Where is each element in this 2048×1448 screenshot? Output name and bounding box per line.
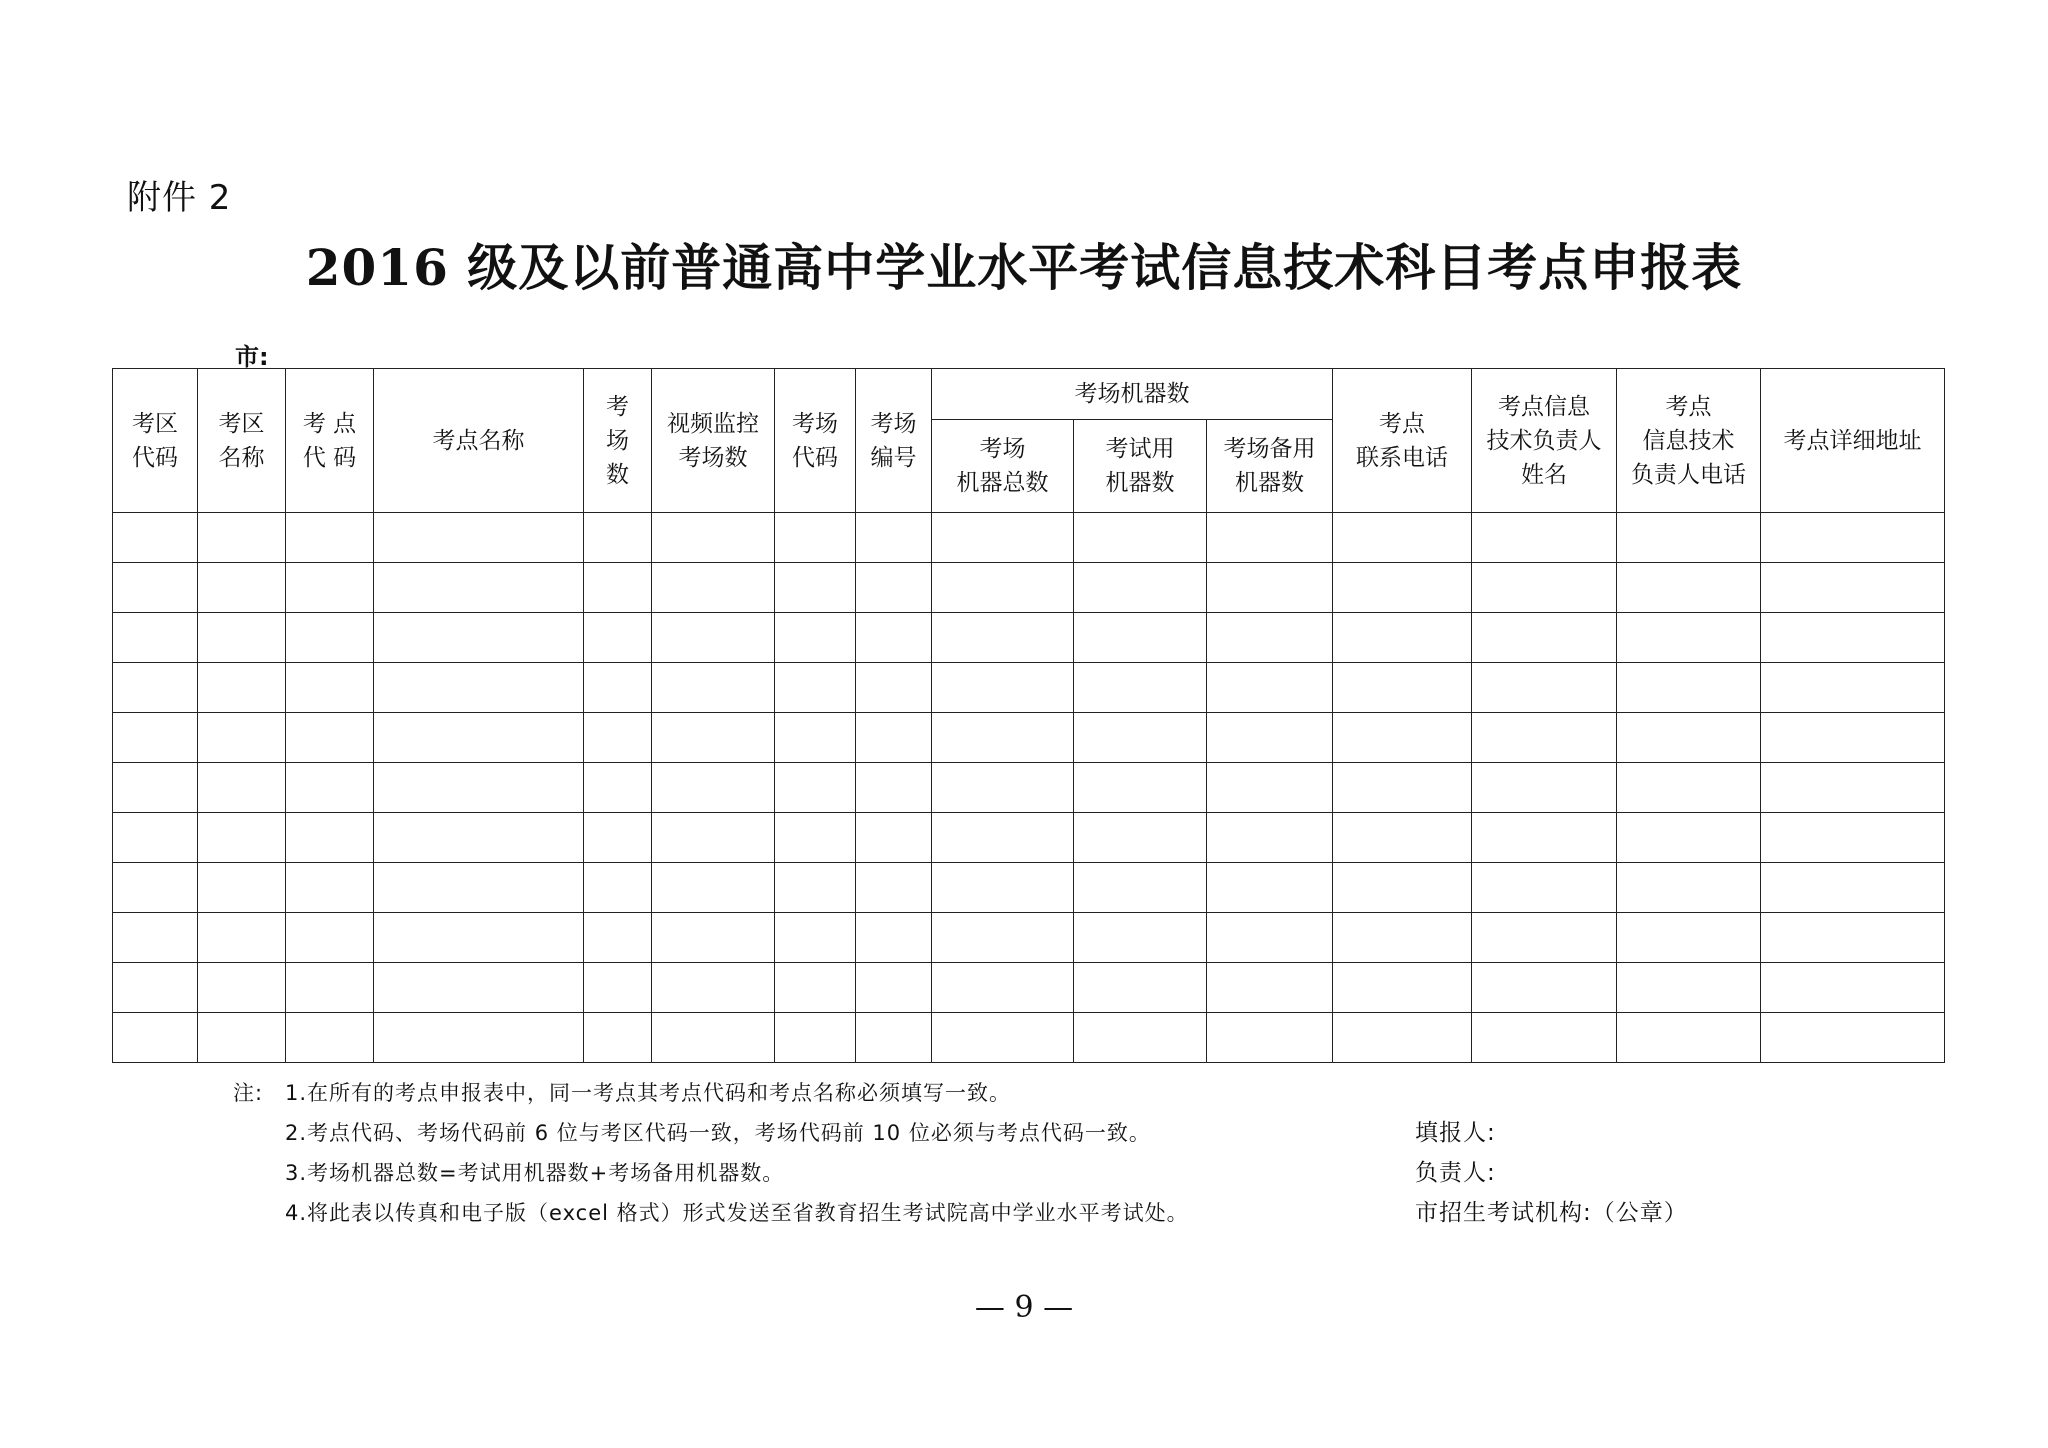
table-cell[interactable] <box>1333 763 1472 813</box>
header-line: 考场 <box>870 410 917 437</box>
table-cell[interactable] <box>1472 813 1617 863</box>
table-cell[interactable] <box>1333 613 1472 663</box>
header-it-manager-name <box>1472 369 1617 513</box>
table-cell[interactable] <box>856 713 932 763</box>
table-cell[interactable] <box>1617 663 1761 713</box>
table-cell[interactable] <box>775 963 856 1013</box>
table-cell[interactable] <box>1472 513 1617 563</box>
table-cell[interactable] <box>286 513 374 563</box>
header-line: 代 码 <box>302 444 357 471</box>
header-site-phone <box>1333 369 1472 513</box>
table-cell[interactable] <box>652 513 775 563</box>
table-cell[interactable] <box>113 863 198 913</box>
header-line: 代码 <box>132 444 178 471</box>
table-cell[interactable] <box>113 663 198 713</box>
table-cell[interactable] <box>1207 863 1333 913</box>
table-cell[interactable] <box>1761 813 1945 863</box>
table-cell[interactable] <box>584 613 652 663</box>
header-line: 考场数 <box>678 444 748 471</box>
header-district-code <box>113 369 198 513</box>
note-item <box>233 1153 1189 1193</box>
table-cell[interactable] <box>652 963 775 1013</box>
table-cell[interactable] <box>1074 613 1207 663</box>
table-row <box>113 813 1945 863</box>
note-text: 2.考点代码、考场代码前 6 位与考区代码一致，考场代码前 10 位必须与考点代码一致。 <box>285 1121 1151 1145</box>
header-line: 考点信息 <box>1498 393 1591 420</box>
table-cell[interactable] <box>856 763 932 813</box>
header-room-number <box>856 369 932 513</box>
table-cell[interactable] <box>1207 713 1333 763</box>
table-row <box>113 713 1945 763</box>
table-cell[interactable] <box>374 563 584 613</box>
table-cell[interactable] <box>1207 763 1333 813</box>
table-cell[interactable] <box>1617 963 1761 1013</box>
table-cell[interactable] <box>198 513 286 563</box>
table-cell[interactable] <box>113 613 198 663</box>
header-line: 数 <box>606 461 629 488</box>
header-machines-exam <box>1074 420 1207 513</box>
table-cell[interactable] <box>584 913 652 963</box>
notes-label: 注: <box>233 1081 264 1105</box>
table-cell[interactable] <box>652 863 775 913</box>
table-cell[interactable] <box>932 813 1074 863</box>
table-cell[interactable] <box>856 513 932 563</box>
table-row <box>113 513 1945 563</box>
table-cell[interactable] <box>1074 813 1207 863</box>
table-cell[interactable] <box>1617 863 1761 913</box>
table-cell[interactable] <box>584 763 652 813</box>
table-cell[interactable] <box>775 663 856 713</box>
table-cell[interactable] <box>374 613 584 663</box>
table-cell[interactable] <box>1207 813 1333 863</box>
header-line: 考点 <box>1665 393 1712 420</box>
table-cell[interactable] <box>932 613 1074 663</box>
table-cell[interactable] <box>1074 663 1207 713</box>
table-cell[interactable] <box>1207 963 1333 1013</box>
table-cell[interactable] <box>374 763 584 813</box>
header-it-manager-phone <box>1617 369 1761 513</box>
table-cell[interactable] <box>1333 813 1472 863</box>
header-line: 考区 <box>218 410 265 437</box>
table-cell[interactable] <box>374 963 584 1013</box>
header-machines-total <box>932 420 1074 513</box>
table-row <box>113 863 1945 913</box>
table-header-row <box>113 369 1945 420</box>
table-cell[interactable] <box>775 613 856 663</box>
header-line: 考点名称 <box>432 427 525 454</box>
table-cell[interactable] <box>374 813 584 863</box>
table-row <box>113 563 1945 613</box>
page-number: — 9 — <box>974 1290 1074 1325</box>
table-cell[interactable] <box>932 963 1074 1013</box>
header-line: 机器数 <box>1235 470 1305 496</box>
table-cell[interactable] <box>1207 613 1333 663</box>
table-cell[interactable] <box>775 513 856 563</box>
table-cell[interactable] <box>775 863 856 913</box>
table-cell[interactable] <box>856 813 932 863</box>
table-cell[interactable] <box>1207 513 1333 563</box>
header-district-name <box>198 369 286 513</box>
table-cell[interactable] <box>856 913 932 963</box>
header-line: 技术负责人 <box>1486 427 1602 454</box>
table-row <box>113 613 1945 663</box>
table-row <box>113 663 1945 713</box>
table-cell[interactable] <box>584 513 652 563</box>
table-cell[interactable] <box>1617 913 1761 963</box>
table-cell[interactable] <box>374 1013 584 1063</box>
header-line: 考点详细地址 <box>1783 427 1922 454</box>
table-cell[interactable] <box>775 563 856 613</box>
table-cell[interactable] <box>1333 963 1472 1013</box>
table-cell[interactable] <box>584 1013 652 1063</box>
header-line: 考试用 <box>1105 436 1175 462</box>
table-cell[interactable] <box>1472 613 1617 663</box>
header-line: 考 点 <box>302 410 357 437</box>
header-site-code <box>286 369 374 513</box>
notes-section <box>233 1073 1189 1233</box>
table-cell[interactable] <box>198 663 286 713</box>
table-cell[interactable] <box>584 563 652 613</box>
table-cell[interactable] <box>775 913 856 963</box>
table-cell[interactable] <box>652 613 775 663</box>
table-cell[interactable] <box>1472 763 1617 813</box>
table-cell[interactable] <box>198 713 286 763</box>
table-cell[interactable] <box>1333 1013 1472 1063</box>
header-line: 编号 <box>870 444 917 471</box>
table-cell[interactable] <box>113 913 198 963</box>
header-line: 姓名 <box>1521 461 1568 488</box>
note-item <box>233 1193 1189 1233</box>
table-cell[interactable] <box>1074 513 1207 563</box>
header-line: 联系电话 <box>1356 444 1449 471</box>
table-cell[interactable] <box>1761 763 1945 813</box>
table-cell[interactable] <box>1207 663 1333 713</box>
table-cell[interactable] <box>374 863 584 913</box>
table-cell[interactable] <box>932 563 1074 613</box>
table-cell[interactable] <box>775 813 856 863</box>
table-cell[interactable] <box>652 763 775 813</box>
table-cell[interactable] <box>775 713 856 763</box>
table-cell[interactable] <box>856 863 932 913</box>
header-line: 视频监控 <box>667 410 759 437</box>
table-cell[interactable] <box>1761 713 1945 763</box>
table-cell[interactable] <box>113 963 198 1013</box>
table-cell[interactable] <box>584 813 652 863</box>
table-cell[interactable] <box>286 713 374 763</box>
table-cell[interactable] <box>652 813 775 863</box>
table-row <box>113 763 1945 813</box>
table-cell[interactable] <box>1074 763 1207 813</box>
table-cell[interactable] <box>1472 663 1617 713</box>
table-cell[interactable] <box>198 963 286 1013</box>
table-cell[interactable] <box>1333 663 1472 713</box>
table-cell[interactable] <box>286 913 374 963</box>
table-cell[interactable] <box>1761 963 1945 1013</box>
table-cell[interactable] <box>1472 913 1617 963</box>
header-site-name <box>374 369 584 513</box>
header-line: 机器数 <box>1105 470 1175 496</box>
page-title: 2016 级及以前普通高中学业水平考试信息技术科目考点申报表 <box>305 238 1743 297</box>
table-cell[interactable] <box>286 813 374 863</box>
table-cell[interactable] <box>113 813 198 863</box>
note-item <box>233 1073 1189 1113</box>
header-line: 负责人电话 <box>1631 461 1747 488</box>
note-text: 4.将此表以传真和电子版（excel 格式）形式发送至省教育招生考试院高中学业水平考试处。 <box>285 1201 1189 1225</box>
table-cell[interactable] <box>198 763 286 813</box>
table-cell[interactable] <box>1333 713 1472 763</box>
table-cell[interactable] <box>1617 513 1761 563</box>
table-cell[interactable] <box>1617 763 1761 813</box>
table-cell[interactable] <box>198 813 286 863</box>
responsible-field: 负责人: <box>1415 1160 1496 1186</box>
table-cell[interactable] <box>374 913 584 963</box>
table-cell[interactable] <box>1617 1013 1761 1063</box>
table-cell[interactable] <box>113 1013 198 1063</box>
table-cell[interactable] <box>113 513 198 563</box>
table-cell[interactable] <box>113 763 198 813</box>
table-cell[interactable] <box>775 763 856 813</box>
table-cell[interactable] <box>286 613 374 663</box>
table-cell[interactable] <box>1074 1013 1207 1063</box>
table-cell[interactable] <box>198 863 286 913</box>
table-cell[interactable] <box>1472 713 1617 763</box>
table-body <box>113 513 1945 1063</box>
table-cell[interactable] <box>652 563 775 613</box>
note-text: 1.在所有的考点申报表中，同一考点其考点代码和考点名称必须填写一致。 <box>285 1081 1012 1105</box>
table-cell[interactable] <box>1472 963 1617 1013</box>
table-cell[interactable] <box>1074 863 1207 913</box>
table-cell[interactable] <box>374 713 584 763</box>
table-cell[interactable] <box>286 663 374 713</box>
table-cell[interactable] <box>932 713 1074 763</box>
table-cell[interactable] <box>1761 513 1945 563</box>
table-cell[interactable] <box>584 663 652 713</box>
table-cell[interactable] <box>1761 913 1945 963</box>
table-cell[interactable] <box>1472 863 1617 913</box>
table-cell[interactable] <box>286 863 374 913</box>
table-cell[interactable] <box>652 913 775 963</box>
table-row <box>113 1013 1945 1063</box>
table-cell[interactable] <box>1761 563 1945 613</box>
table-cell[interactable] <box>198 1013 286 1063</box>
table-cell[interactable] <box>286 763 374 813</box>
table-cell[interactable] <box>652 1013 775 1063</box>
header-line: 考场备用 <box>1223 436 1316 462</box>
table-cell[interactable] <box>1207 913 1333 963</box>
table-cell[interactable] <box>1761 1013 1945 1063</box>
city-label: 市: <box>235 343 269 371</box>
table-cell[interactable] <box>1333 913 1472 963</box>
table-cell[interactable] <box>652 713 775 763</box>
signature-section <box>1415 1113 1688 1233</box>
table-cell[interactable] <box>286 1013 374 1063</box>
table-cell[interactable] <box>286 963 374 1013</box>
table-cell[interactable] <box>932 863 1074 913</box>
filler-field: 填报人: <box>1415 1120 1496 1146</box>
header-line: 考场 <box>979 436 1026 462</box>
table-cell[interactable] <box>856 613 932 663</box>
table-cell[interactable] <box>286 563 374 613</box>
header-line: 场 <box>606 427 629 454</box>
table-cell[interactable] <box>1074 963 1207 1013</box>
institution-field: 市招生考试机构:（公章） <box>1415 1200 1688 1226</box>
table-cell[interactable] <box>856 563 932 613</box>
table-cell[interactable] <box>775 1013 856 1063</box>
table-cell[interactable] <box>198 613 286 663</box>
header-line: 信息技术 <box>1642 427 1735 454</box>
table-cell[interactable] <box>932 513 1074 563</box>
table-cell[interactable] <box>932 663 1074 713</box>
table-cell[interactable] <box>1207 1013 1333 1063</box>
header-line: 代码 <box>792 444 838 471</box>
table-cell[interactable] <box>652 663 775 713</box>
exam-site-table <box>112 368 1945 1063</box>
note-text: 3.考场机器总数=考试用机器数+考场备用机器数。 <box>285 1161 785 1185</box>
header-line: 名称 <box>218 444 265 471</box>
table-cell[interactable] <box>198 563 286 613</box>
table-cell[interactable] <box>856 663 932 713</box>
header-room-code <box>775 369 856 513</box>
table-cell[interactable] <box>1761 863 1945 913</box>
table-cell[interactable] <box>1761 663 1945 713</box>
table-cell[interactable] <box>198 913 286 963</box>
table-cell[interactable] <box>1761 613 1945 663</box>
table-cell[interactable] <box>113 713 198 763</box>
attachment-label: 附件 2 <box>127 178 232 218</box>
header-line: 机器总数 <box>956 470 1049 496</box>
header-line: 考区 <box>132 410 178 437</box>
table-cell[interactable] <box>1472 563 1617 613</box>
header-line: 考 <box>606 393 629 420</box>
table-cell[interactable] <box>932 1013 1074 1063</box>
table-cell[interactable] <box>1617 813 1761 863</box>
header-machines-spare <box>1207 420 1333 513</box>
header-site-address <box>1761 369 1945 513</box>
header-line: 考场 <box>792 410 838 437</box>
header-room-count <box>584 369 652 513</box>
table-cell[interactable] <box>113 563 198 613</box>
table-cell[interactable] <box>1333 513 1472 563</box>
table-cell[interactable] <box>1617 713 1761 763</box>
table-cell[interactable] <box>1074 563 1207 613</box>
header-machines-group: 考场机器数 <box>932 369 1333 420</box>
table-cell[interactable] <box>374 663 584 713</box>
table-cell[interactable] <box>856 963 932 1013</box>
table-cell[interactable] <box>1074 713 1207 763</box>
header-video-rooms <box>652 369 775 513</box>
table-cell[interactable] <box>1472 1013 1617 1063</box>
table-cell[interactable] <box>1617 563 1761 613</box>
header-line: 考点 <box>1379 410 1426 437</box>
table-cell[interactable] <box>1333 863 1472 913</box>
table-cell[interactable] <box>584 963 652 1013</box>
table-row <box>113 963 1945 1013</box>
table-cell[interactable] <box>374 513 584 563</box>
table-cell[interactable] <box>1617 613 1761 663</box>
table-cell[interactable] <box>932 913 1074 963</box>
table-cell[interactable] <box>1207 563 1333 613</box>
table-cell[interactable] <box>932 763 1074 813</box>
note-item <box>233 1113 1189 1153</box>
table-cell[interactable] <box>1074 913 1207 963</box>
table-cell[interactable] <box>856 1013 932 1063</box>
table-cell[interactable] <box>1333 563 1472 613</box>
table-row <box>113 913 1945 963</box>
table-cell[interactable] <box>584 713 652 763</box>
table-cell[interactable] <box>584 863 652 913</box>
